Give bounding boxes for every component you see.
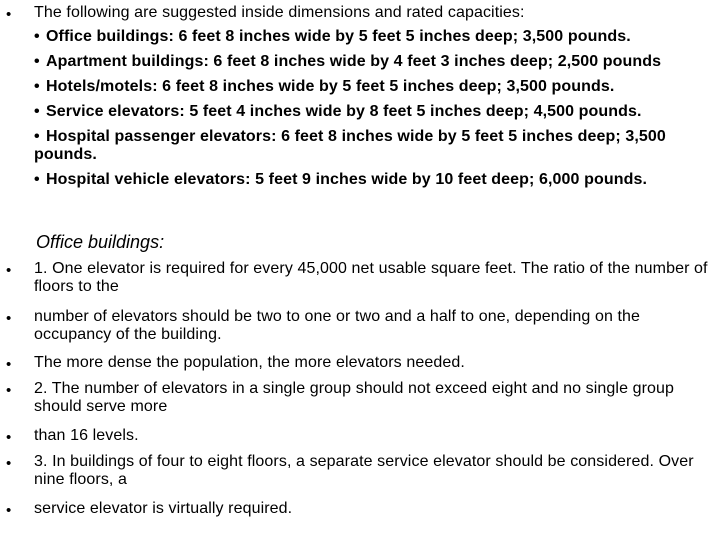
spec-text: Office buildings: 6 feet 8 inches wide by 5 feet 5 inches deep; 3,500 pounds.: [46, 28, 631, 45]
note-text: 1. One elevator is required for every 45,000 net usable square feet. The ratio of the number of floors to the: [34, 260, 708, 295]
spec-bullet: •: [34, 171, 40, 188]
spec-item-hotels: [34, 78, 718, 96]
spec-item-hospital-vehicle: [34, 171, 718, 189]
spec-item-apartment: [34, 53, 718, 71]
spec-bullet: •: [34, 128, 40, 145]
spec-item-service: [34, 103, 718, 121]
spec-bullet: •: [34, 53, 40, 70]
note-text: than 16 levels.: [34, 427, 139, 444]
spec-bullet: •: [34, 103, 40, 120]
spec-text: Service elevators: 5 feet 4 inches wide by 8 feet 5 inches deep; 4,500 pounds.: [46, 103, 642, 120]
spec-text: Hospital vehicle elevators: 5 feet 9 inches wide by 10 feet deep; 6,000 pounds.: [46, 171, 648, 188]
spec-text: Hotels/motels: 6 feet 8 inches wide by 5 feet 5 inches deep; 3,500 pounds.: [46, 78, 615, 95]
spec-bullet: •: [34, 28, 40, 45]
spec-item-office: [34, 28, 718, 46]
section-heading: Office buildings:: [36, 232, 165, 252]
intro-text: The following are suggested inside dimensions and rated capacities:: [34, 4, 525, 21]
note-bullet: •: [6, 502, 12, 519]
note-text: service elevator is virtually required.: [34, 500, 293, 517]
spec-text: Apartment buildings: 6 feet 8 inches wide by 4 feet 3 inches deep; 2,500 pounds: [46, 53, 662, 70]
note-text: 2. The number of elevators in a single group should not exceed eight and no single group should serve more: [34, 380, 675, 415]
note-text: 3. In buildings of four to eight floors, a separate service elevator should be considered. Over nine floors, a: [34, 453, 694, 488]
note-bullet: •: [6, 310, 12, 327]
spec-item-hospital-passenger: [34, 128, 718, 164]
note-bullet: •: [6, 382, 12, 399]
intro-bullet: •: [6, 6, 12, 23]
note-bullet: •: [6, 455, 12, 472]
note-text: number of elevators should be two to one or two and a half to one, depending on the occupancy of the building.: [34, 308, 641, 343]
note-bullet: •: [6, 262, 12, 279]
spec-bullet: •: [34, 78, 40, 95]
note-bullet: •: [6, 429, 12, 446]
spec-text: Hospital passenger elevators: 6 feet 8 inches wide by 5 feet 5 inches deep; 3,500 pounds.: [34, 128, 666, 163]
note-bullet: •: [6, 356, 12, 373]
note-text: The more dense the population, the more elevators needed.: [34, 354, 465, 371]
spec-list: [34, 28, 718, 196]
